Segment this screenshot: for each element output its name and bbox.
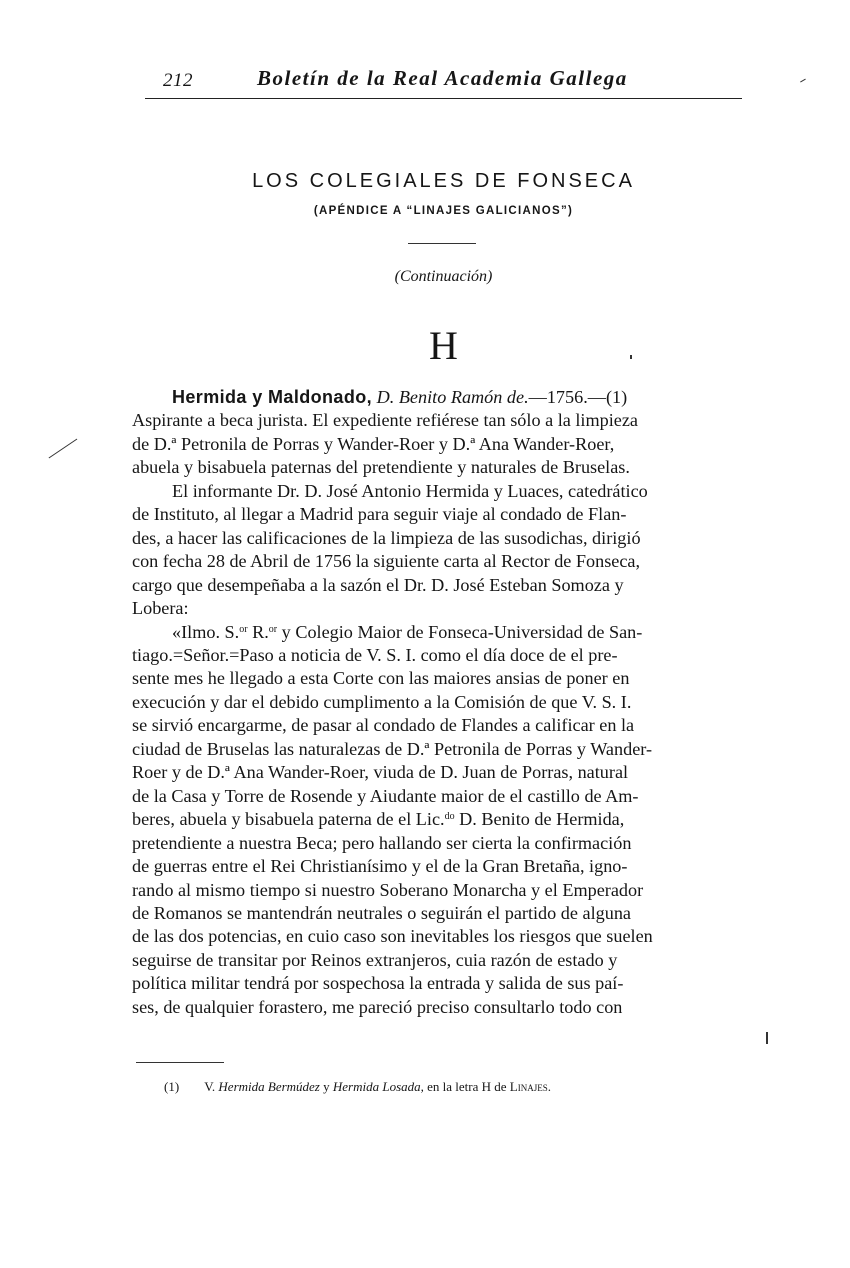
footnote-rule: [136, 1062, 224, 1063]
scan-mark: [800, 79, 806, 83]
footnote-text: en la letra H de: [427, 1079, 507, 1094]
page-number: 212: [163, 70, 193, 91]
entry-person: D. Benito Ramón de.: [376, 387, 529, 407]
letter-line: se sirvió encargarme, de pasar al condado de Flandes a calificar en la: [132, 715, 635, 736]
letter-line: sente mes he llegado a esta Corte con las maiores ansias de poner en: [132, 668, 630, 689]
title-rule: [408, 243, 476, 244]
paragraph-line: des, a hacer las calificaciones de la limpieza de las susodichas, dirigió: [132, 527, 641, 548]
paragraph-line: de Instituto, al llegar a Madrid para seguir viaje al condado de Flan-: [132, 504, 627, 525]
letter-line: de Romanos se mantendrán neutrales o seguirán el partido de alguna: [132, 902, 631, 923]
letter-line: [132, 808, 741, 831]
letter-line: Roer y de D.ª Ana Wander-Roer, viuda de D. Juan de Porras, natural: [132, 762, 629, 783]
entry-line: abuela y bisabuela paternas del pretendiente y naturales de Bruselas.: [132, 457, 630, 478]
section-letter: H: [429, 323, 458, 368]
letter-lic-post: D. Benito de Hermida,: [454, 809, 625, 830]
letter-line: de guerras entre el Rei Christianísimo y el de la Gran Bretaña, igno-: [132, 856, 628, 877]
article-subtitle: (APÉNDICE A “LINAJES GALICIANOS”): [313, 205, 574, 217]
journal-title: Boletín de la Real Academia Gallega: [257, 66, 628, 90]
header-rule: [145, 98, 742, 99]
letter-line: pretendiente a nuestra Beca; pero hallando ser cierta la confirmación: [132, 832, 632, 853]
letter-line: seguirse de transitar por Reinos extranjeros, cuia razón de estado y: [132, 949, 618, 970]
letter-line: de la Casa y Torre de Rosende y Aiudante maior de el castillo de Am-: [132, 785, 639, 806]
footnote-ref: Hermida Bermúdez: [218, 1079, 320, 1094]
letter-line: rando al mismo tiempo si nuestro Soberano Monarcha y el Emperador: [132, 879, 644, 900]
letter-salutation-rest: y Colegio Maior de Fonseca-Universidad de San-: [277, 621, 643, 642]
body-text: [132, 386, 741, 1019]
entry-line: Aspirante a beca jurista. El expediente refiérese tan sólo a la limpieza: [132, 410, 638, 431]
scan-mark: [766, 1032, 768, 1044]
entry-line: de D.ª Petronila de Porras y Wander-Roer y D.ª Ana Wander-Roer,: [132, 433, 615, 454]
footnote-ref: Linajes.: [509, 1079, 551, 1094]
entry-name: Hermida y Maldonado,: [172, 387, 373, 407]
letter-line: [132, 621, 741, 644]
running-head: [145, 66, 742, 96]
letter-lic-pre: beres, abuela y bisabuela paterna de el Lic.: [132, 809, 445, 830]
letter-salutation-mid: R.: [247, 621, 269, 642]
paragraph-line: El informante Dr. D. José Antonio Hermida y Luaces, catedrático: [172, 480, 648, 501]
scan-mark: [630, 355, 632, 359]
paragraph-line: Lobera:: [132, 598, 189, 619]
letter-line: execución y dar el debido cumplimento a la Comisión de que V. S. I.: [132, 691, 632, 712]
footnote: [164, 1079, 551, 1095]
abbr-superscript: do: [444, 811, 455, 823]
footnote-ref: Hermida Losada,: [332, 1079, 424, 1094]
abbr-superscript: or: [268, 623, 278, 635]
entry-heading-line: [132, 386, 741, 409]
abbr-superscript: or: [239, 623, 248, 635]
footnote-mark: (1): [164, 1079, 180, 1094]
paragraph-line: con fecha 28 de Abril de 1756 la siguiente carta al Rector de Fonseca,: [132, 551, 641, 572]
letter-line: ses, de qualquier forastero, me pareció preciso consultarlo todo con: [132, 996, 623, 1017]
paragraph-line: cargo que desempeñaba a la sazón el Dr. D. José Esteban Somoza y: [132, 574, 624, 595]
continuation-label: (Continuación): [394, 268, 493, 285]
entry-year-note: —1756.—(1): [528, 387, 628, 407]
footnote-conj: y: [323, 1079, 330, 1094]
letter-line: tiago.=Señor.=Paso a noticia de V. S. I. como el día doce de el pre-: [132, 644, 618, 665]
letter-line: ciudad de Bruselas las naturalezas de D.ª Petronila de Porras y Wander-: [132, 738, 653, 759]
letter-line: de las dos potencias, en cuio caso son inevitables los riesgos que suelen: [132, 926, 653, 947]
letter-line: política militar tendrá por sospechosa la entrada y salida de sus paí-: [132, 973, 624, 994]
footnote-text: V.: [204, 1079, 216, 1094]
article-title: LOS COLEGIALES DE FONSECA: [252, 170, 635, 192]
scan-mark: [49, 439, 78, 459]
letter-salutation: «Ilmo. S.: [172, 621, 240, 642]
